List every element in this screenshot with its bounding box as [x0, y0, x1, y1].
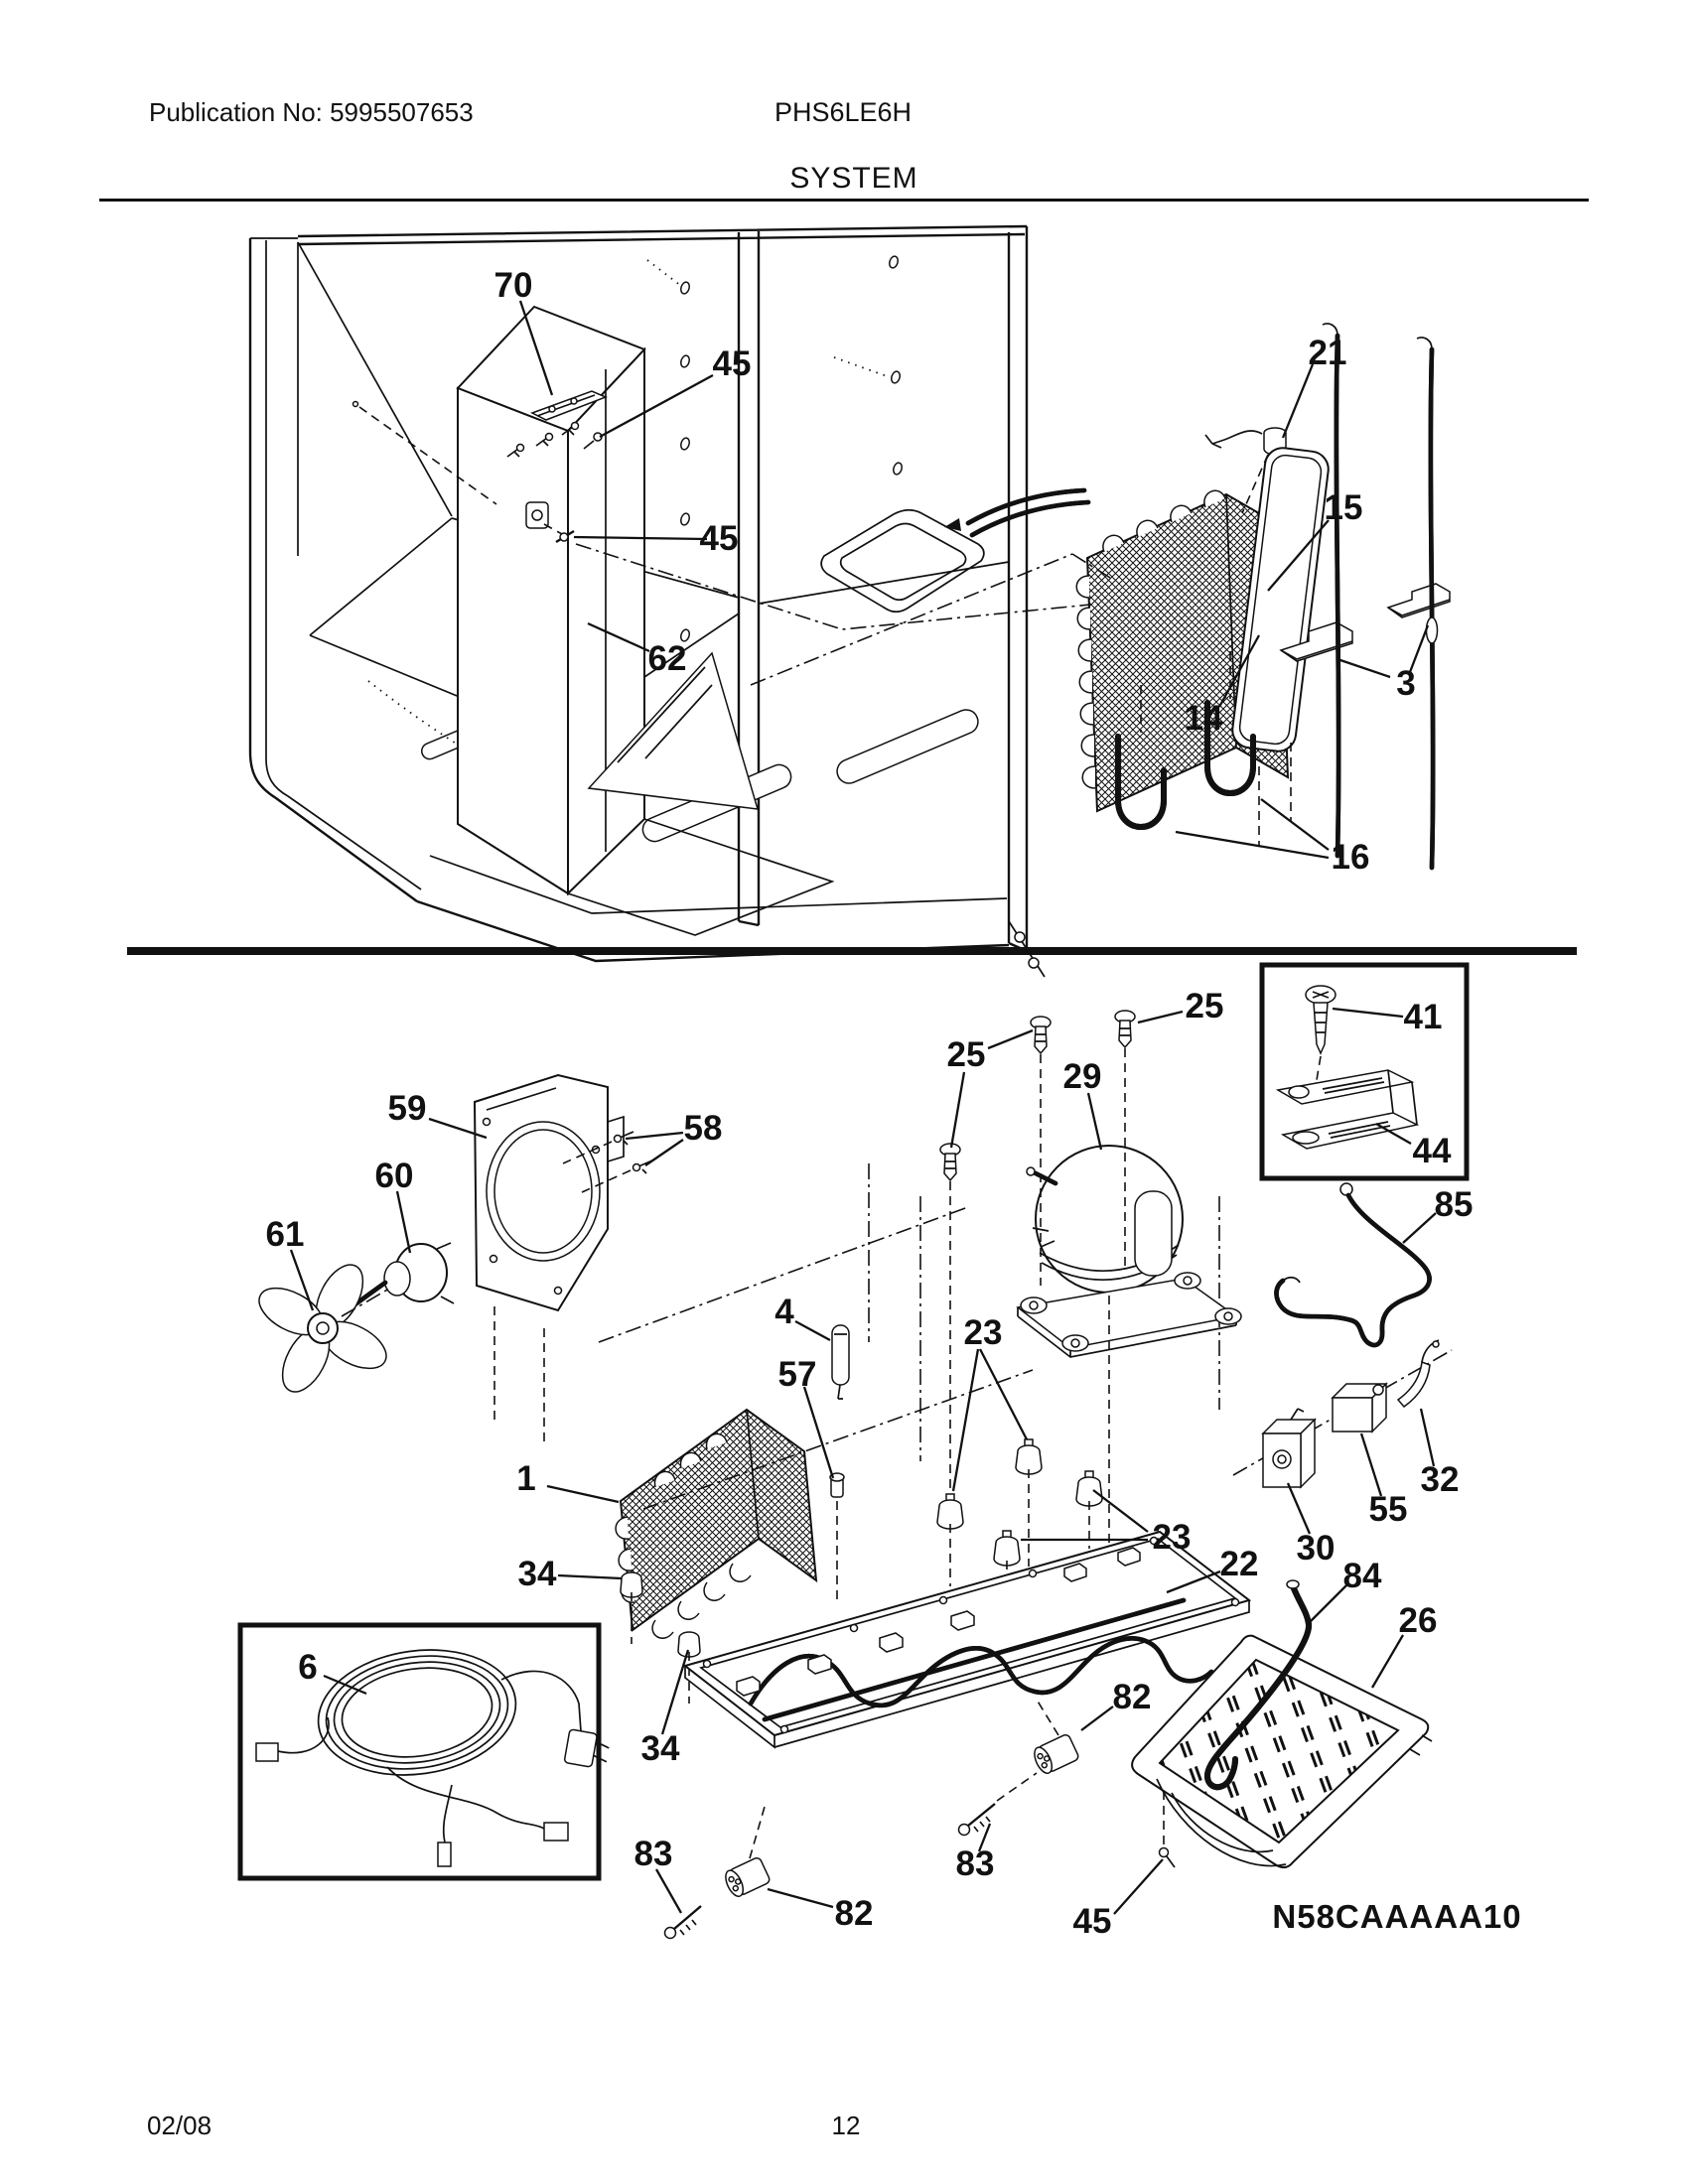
part-label-82: 82 [1112, 1678, 1152, 1716]
inset-box-6 [240, 1625, 611, 1878]
model-number: PHS6LE6H [774, 97, 913, 127]
base-plate-22-drawing [685, 1532, 1249, 1747]
publication-number: Publication No: 5995507653 [149, 97, 474, 127]
part-label-25: 25 [1185, 987, 1224, 1025]
relay-overload-bracket-drawing [1233, 1340, 1452, 1487]
fan-blade-61-drawing [251, 1257, 393, 1399]
part-label-58: 58 [683, 1109, 723, 1148]
part-label-32: 32 [1420, 1460, 1460, 1499]
part-label-34: 34 [640, 1729, 680, 1768]
part-label-21: 21 [1308, 334, 1347, 372]
part-label-62: 62 [647, 639, 687, 678]
part-label-83: 83 [633, 1835, 673, 1873]
cabinet-drawing [250, 226, 1045, 977]
fan-motor-60-drawing [350, 1243, 454, 1308]
part-label-29: 29 [1062, 1057, 1102, 1096]
diagram-code: N58CAAAAA10 [1272, 1898, 1522, 1935]
part-label-82: 82 [834, 1894, 874, 1933]
drier-4-drawing [832, 1325, 849, 1399]
fitting-57-drawing [830, 1473, 844, 1600]
part-label-45: 45 [712, 344, 752, 383]
part-label-4: 4 [774, 1293, 794, 1331]
part-label-57: 57 [777, 1355, 817, 1394]
footer-page-number: 12 [831, 2111, 861, 2140]
part-label-84: 84 [1342, 1557, 1382, 1595]
part-label-59: 59 [387, 1089, 427, 1128]
part-label-55: 55 [1368, 1490, 1408, 1529]
part-label-3: 3 [1396, 664, 1416, 703]
part-label-23: 23 [963, 1313, 1003, 1352]
compressor-29-drawing [1018, 1146, 1241, 1544]
part-label-26: 26 [1398, 1601, 1438, 1640]
condenser-1-drawing [616, 1410, 816, 1638]
drain-pan-26-drawing [1132, 1636, 1432, 1867]
part-label-25: 25 [946, 1035, 986, 1074]
part-label-41: 41 [1403, 998, 1443, 1036]
footer-date: 02/08 [147, 2111, 212, 2140]
part-label-83: 83 [955, 1844, 995, 1883]
part-label-61: 61 [265, 1215, 305, 1254]
part-label-14: 14 [1184, 699, 1223, 738]
part-label-45: 45 [1072, 1902, 1112, 1941]
part-label-44: 44 [1412, 1132, 1452, 1170]
part-label-22: 22 [1219, 1545, 1259, 1583]
fan-shroud-59-drawing [475, 1075, 624, 1441]
part-label-23: 23 [1152, 1518, 1192, 1557]
part-label-60: 60 [374, 1157, 414, 1195]
part-label-70: 70 [493, 266, 533, 305]
part-label-15: 15 [1324, 488, 1363, 527]
wire-harness-85-drawing [1276, 1183, 1429, 1345]
part-label-6: 6 [298, 1648, 318, 1687]
part-label-85: 85 [1434, 1185, 1474, 1224]
part-label-34: 34 [517, 1555, 557, 1593]
part-label-1: 1 [516, 1459, 536, 1498]
part-label-30: 30 [1296, 1529, 1336, 1568]
part-label-45: 45 [699, 519, 739, 558]
page-title: SYSTEM [789, 162, 918, 195]
part-label-16: 16 [1331, 838, 1370, 877]
air-duct-62-drawing [458, 307, 832, 935]
